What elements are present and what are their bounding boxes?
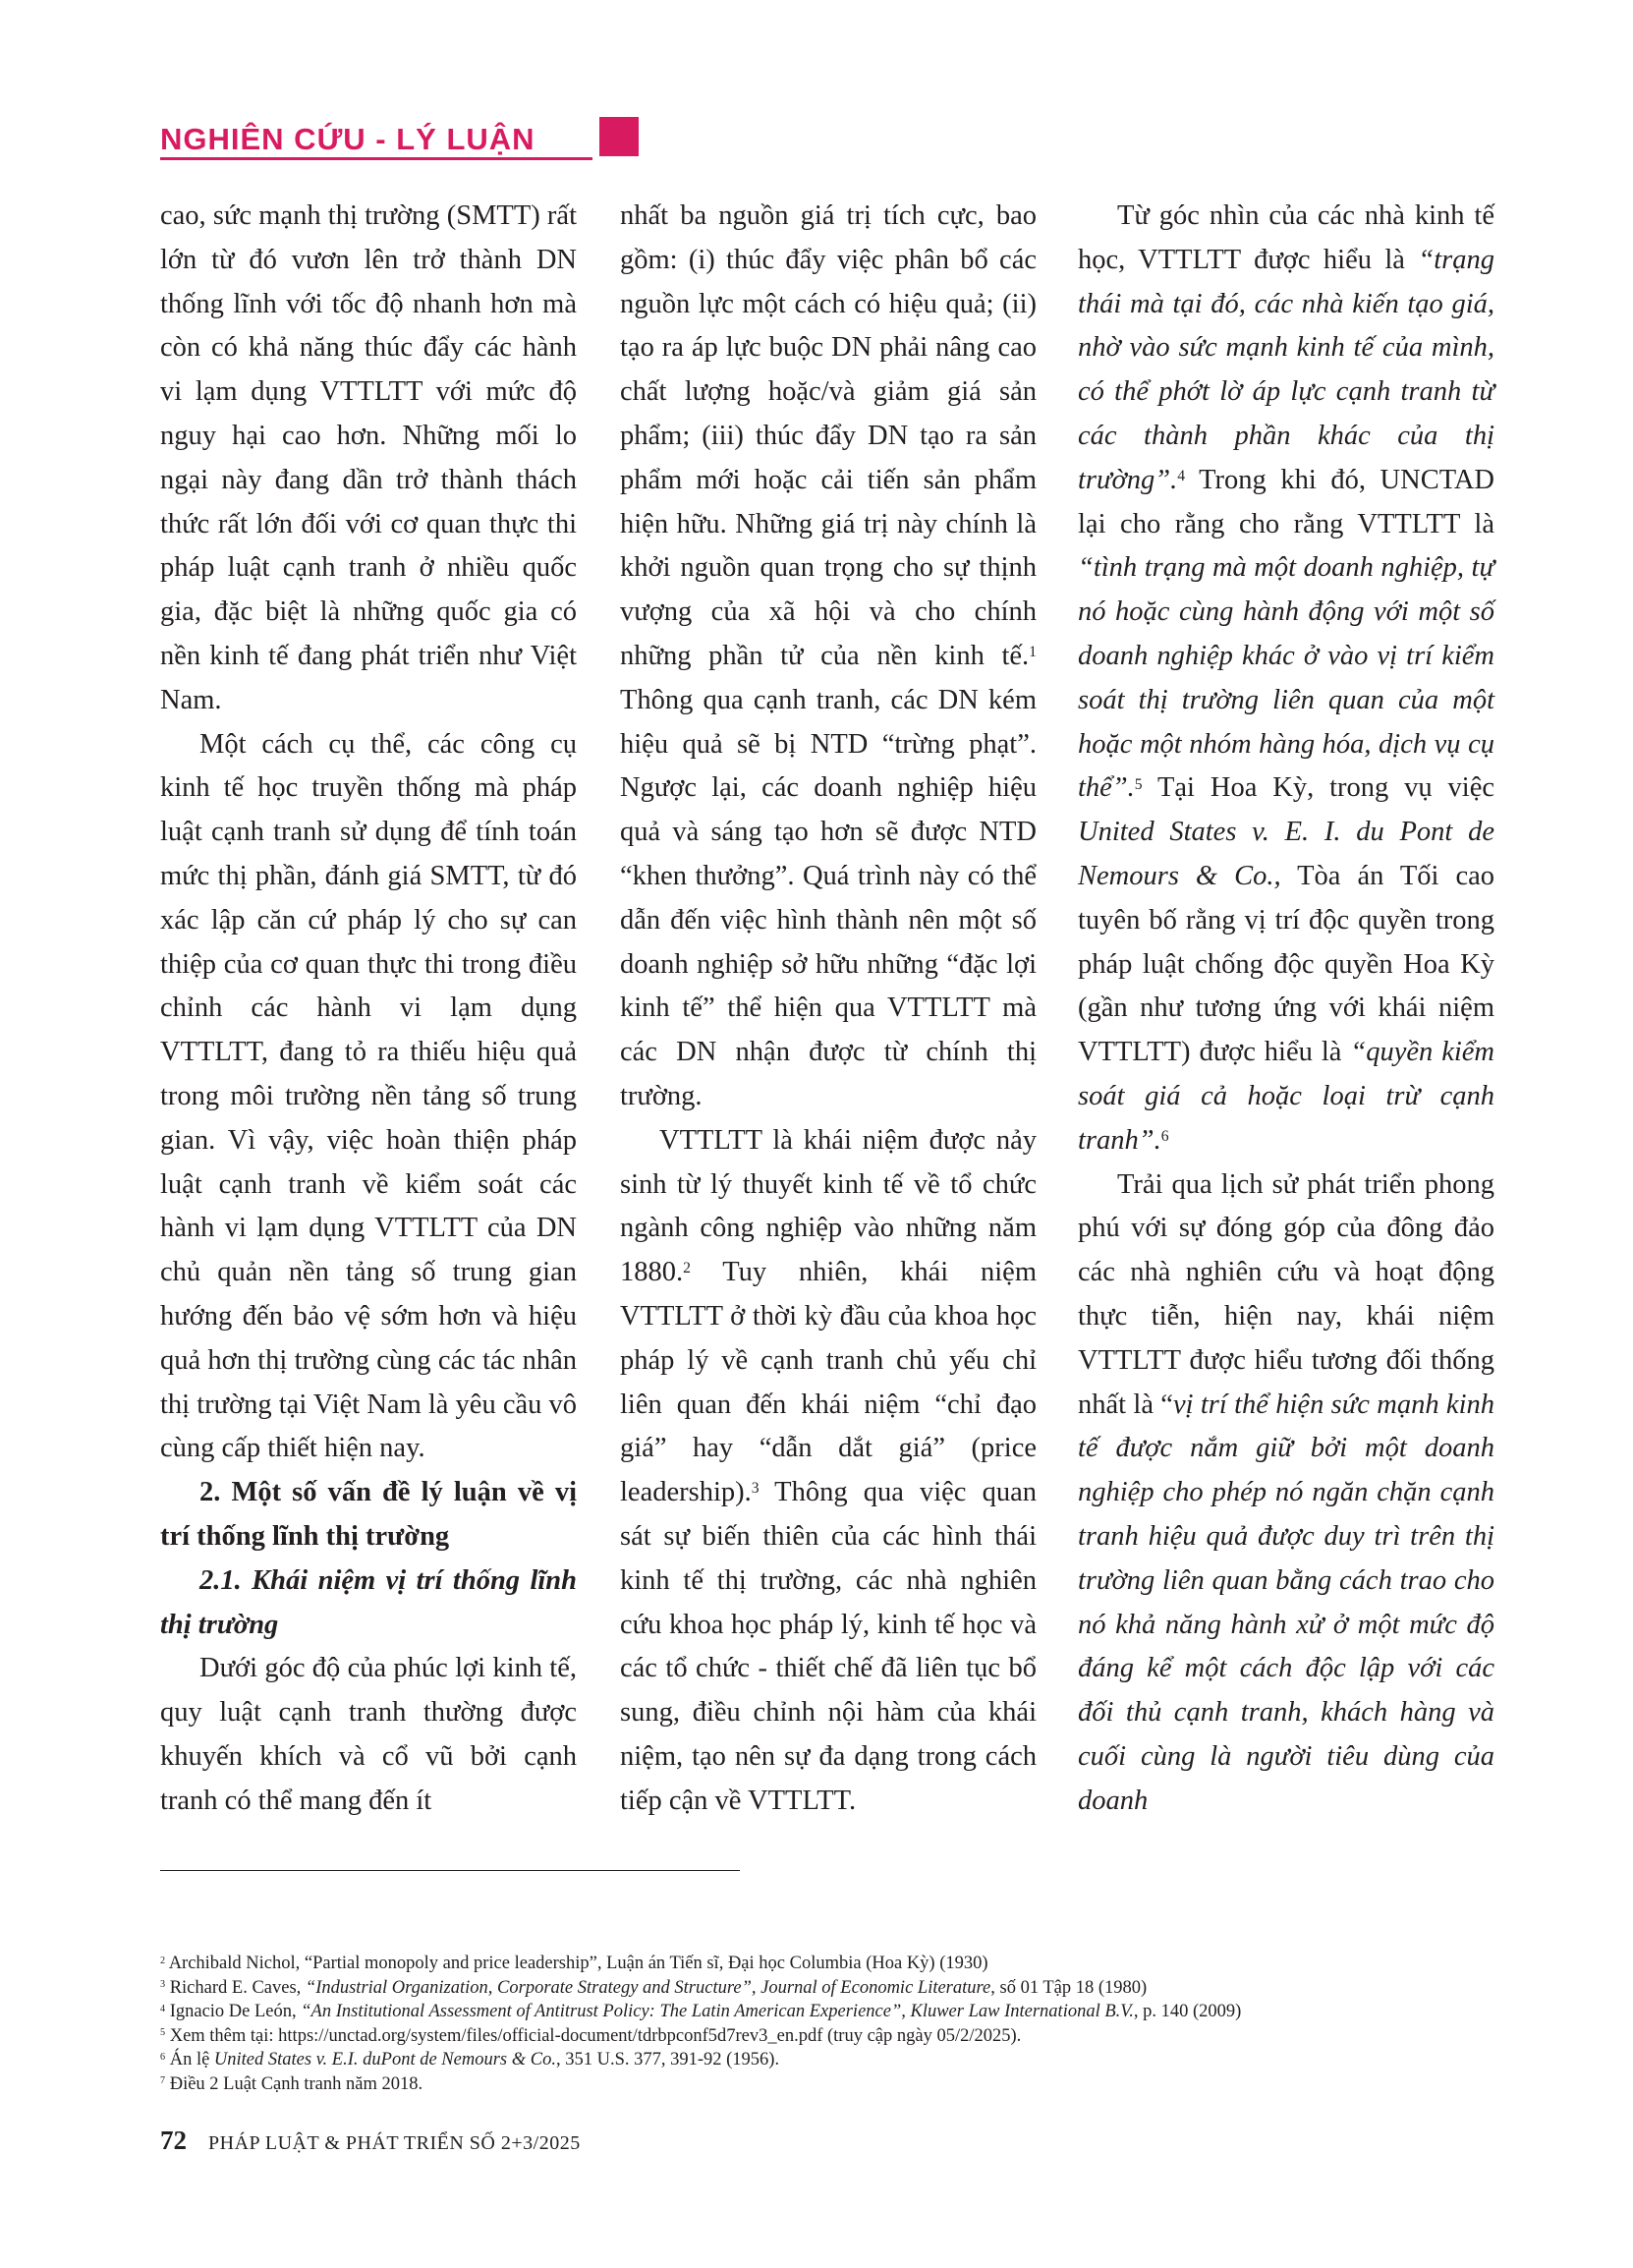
paragraph <box>620 195 1037 1119</box>
case-name: United States v. E. I. du Pont de Nemours & Co., <box>1078 817 1494 891</box>
text-run: Thông qua việc quan sát sự biến thiên của các hình thái kinh tế thị trường, các nhà nghiên cứu khoa học pháp lý, kinh tế học và các tổ chức - thiết chế đã liên tục bổ sung, điều chỉnh nội hàm của khái niệm, tạo nên sự đa dạng trong cách tiếp cận về VTTLTT. <box>620 1477 1037 1816</box>
footnote-italic: “An Institutional Assessment of Antitrust Policy: The Latin American Experience”, Kluwer Law International B.V. <box>301 2002 1134 2021</box>
footnote-text: , p. 140 (2009) <box>1133 2002 1242 2021</box>
column-2 <box>620 195 1037 1823</box>
text-run: Tại Hoa Kỳ, trong vụ việc <box>1142 772 1494 804</box>
text-run: Tòa án Tối cao tuyên bố rằng vị trí độc quyền trong pháp luật chống độc quyền Hoa Kỳ (gần như tương ứng với khái niệm VTTLTT) được hiểu là <box>1078 860 1494 1068</box>
footnote-ref[interactable]: 4 <box>1177 467 1186 484</box>
footnote-ref[interactable]: 6 <box>1160 1127 1169 1145</box>
section-title: NGHIÊN CỨU - LÝ LUẬN <box>160 122 535 156</box>
quote: “trạng thái mà tại đó, các nhà kiến tạo giá, nhờ vào sức mạnh kinh tế của mình, có thể phớt lờ áp lực cạnh tranh từ các thành phần khác của thị trường”. <box>1078 244 1494 495</box>
footnote-number: 6 <box>160 2051 166 2063</box>
footnote-number: 2 <box>160 1955 166 1966</box>
footnote-text: Richard E. Caves, <box>169 1977 306 1998</box>
footnote-ref[interactable]: 5 <box>1134 775 1143 793</box>
footnotes <box>160 1952 1477 2096</box>
journal-name: PHÁP LUẬT & PHÁT TRIỂN SỐ 2+3/2025 <box>208 2132 581 2154</box>
footnote-italic: “Industrial Organization, Corporate Strategy and Structure”, Journal of Economic Literature <box>305 1977 991 1998</box>
footnote <box>160 2000 1477 2024</box>
footnote-text[interactable]: Xem thêm tại: https://unctad.org/system/files/official-document/tdrbpconf5d7rev3_en.pdf (truy cập ngày 05/2/2025). <box>169 2025 1022 2046</box>
footnote-ref[interactable]: 3 <box>751 1480 760 1498</box>
page-footer <box>160 2126 581 2156</box>
footnote-rule <box>160 1870 740 1871</box>
footnote-text: Archibald Nichol, “Partial monopoly and price leadership”, Luận án Tiến sĩ, Đại học Columbia (Hoa Kỳ) (1930) <box>168 1954 988 1973</box>
footnote <box>160 2072 1477 2097</box>
text-run: nhất ba nguồn giá trị tích cực, bao gồm: (i) thúc đẩy việc phân bổ các nguồn lực một cách có hiệu quả; (ii) tạo ra áp lực buộc DN phải nâng cao chất lượng hoặc/và giảm giá sản phẩm; (iii) thúc đẩy DN tạo ra sản phẩm mới hoặc cải tiến sản phẩm hiện hữu. Những giá trị này chính là khởi nguồn quan trọng cho sự thịnh vượng của xã hội và cho chính những phần tử của nền kinh tế. <box>620 200 1037 671</box>
page-number: 72 <box>160 2126 187 2155</box>
text-run: VTTLTT là khái niệm được nảy sinh từ lý thuyết kinh tế về tổ chức ngành công nghiệp vào những năm 1880. <box>620 1124 1037 1288</box>
footnote-number: 3 <box>160 1979 166 1991</box>
text-run: Tuy nhiên, khái niệm VTTLTT ở thời kỳ đầu của khoa học pháp lý về cạnh tranh chủ yếu chỉ liên quan đến khái niệm “chỉ đạo giá” hay “dẫn dắt giá” (price leadership). <box>620 1257 1037 1508</box>
footnote-ref[interactable]: 2 <box>683 1260 691 1277</box>
footnote <box>160 2024 1477 2049</box>
footnote-text: , số 01 Tập 18 (1980) <box>990 1977 1148 1998</box>
footnote-text: , 351 U.S. 377, 391-92 (1956). <box>555 2050 780 2070</box>
footnote-italic: United States v. E.I. duPont de Nemours & Co. <box>213 2050 556 2070</box>
text-run: Trong khi đó, UNCTAD lại cho rằng cho rằng VTTLTT là <box>1078 464 1494 539</box>
footnote-text: Án lệ <box>169 2050 214 2070</box>
quote: “quyền kiểm soát giá cả hoặc loại trừ cạnh tranh”. <box>1078 1037 1494 1156</box>
footnote-number: 7 <box>160 2075 166 2087</box>
paragraph <box>1078 1163 1494 1824</box>
footnote-text: Điều 2 Luật Cạnh tranh năm 2018. <box>169 2073 423 2094</box>
paragraph: Một cách cụ thể, các công cụ kinh tế học truyền thống mà pháp luật cạnh tranh sử dụng để tính toán mức thị phần, đánh giá SMTT, từ đó xác lập căn cứ pháp lý cho sự can thiệp của cơ quan thực thi trong điều chỉnh các hành vi lạm dụng VTTLTT, đang tỏ ra thiếu hiệu quả trong môi trường nền tảng số trung gian. Vì vậy, việc hoàn thiện pháp luật cạnh tranh về kiểm soát các hành vi lạm dụng VTTLTT của DN chủ quản nền tảng số trung gian hướng đến bảo vệ sớm hơn và hiệu quả hơn thị trường cùng các tác nhân thị trường tại Việt Nam là yêu cầu vô cùng cấp thiết hiện nay. <box>160 728 578 1464</box>
footnote-number: 5 <box>160 2027 166 2039</box>
paragraph <box>1078 195 1494 1163</box>
paragraph <box>620 1119 1037 1824</box>
header-accent-block <box>599 117 639 156</box>
column-1 <box>160 195 577 1823</box>
footnote <box>160 1976 1477 2001</box>
paragraph: cao, sức mạnh thị trường (SMTT) rất lớn từ đó vươn lên trở thành DN thống lĩnh với tốc độ nhanh hơn mà còn có khả năng thúc đẩy các hành vi lạm dụng VTTLTT với mức độ nguy hại cao hơn. Những mối lo ngại này đang dần trở thành thách thức rất lớn đối với cơ quan thực thi pháp luật cạnh tranh ở nhiều quốc gia, đặc biệt là những quốc gia có nền kinh tế đang phát triển như Việt Nam. <box>160 200 577 715</box>
footnote-ref[interactable]: 1 <box>1029 644 1037 661</box>
section-heading: 2. Một số vấn đề lý luận về vị trí thống lĩnh thị trường <box>160 1477 577 1552</box>
subsection-heading: 2.1. Khái niệm vị trí thống lĩnh thị trường <box>160 1564 577 1640</box>
header-rule <box>160 157 592 160</box>
text-run: Trải qua lịch sử phát triển phong phú với sự đóng góp của đông đảo các nhà nghiên cứu và hoạt động thực tiễn, hiện nay, khái niệm VTTLTT được hiểu tương đối thống nhất là “ <box>1078 1168 1494 1420</box>
footnote <box>160 1952 1477 1976</box>
footnote-number: 4 <box>160 2003 166 2014</box>
quote: “tình trạng mà một doanh nghiệp, tự nó hoặc cùng hành động với một số doanh nghiệp khác ở vào vị trí kiểm soát thị trường liên quan của một hoặc một nhóm hàng hóa, dịch vụ cụ thể”. <box>1078 552 1494 804</box>
quote: vị trí thể hiện sức mạnh kinh tế được nắm giữ bởi một doanh nghiệp cho phép nó ngăn chặn cạnh tranh hiệu quả được duy trì trên thị trường liên quan bằng cách trao cho nó khả năng hành xử ở một mức độ đáng kể một cách độc lập với các đối thủ cạnh tranh, khách hàng và cuối cùng là người tiêu dùng của doanh <box>1078 1389 1494 1816</box>
text-run: Từ góc nhìn của các nhà kinh tế học, VTTLTT được hiểu là <box>1078 200 1494 275</box>
paragraph: Dưới góc độ của phúc lợi kinh tế, quy luật cạnh tranh thường được khuyến khích và cổ vũ bởi cạnh tranh có thể mang đến ít <box>160 1653 577 1816</box>
text-run: Thông qua cạnh tranh, các DN kém hiệu quả sẽ bị NTD “trừng phạt”. Ngược lại, các doanh nghiệp hiệu quả và sáng tạo hơn sẽ được NTD “khen thưởng”. Quá trình này có thể dẫn đến việc hình thành nên một số doanh nghiệp sở hữu những “đặc lợi kinh tế” thể hiện qua VTTLTT mà các DN nhận được từ chính thị trường. <box>620 684 1037 1111</box>
footnote-text: Ignacio De León, <box>169 2002 302 2021</box>
footnote <box>160 2048 1477 2072</box>
column-3 <box>1078 195 1494 1823</box>
